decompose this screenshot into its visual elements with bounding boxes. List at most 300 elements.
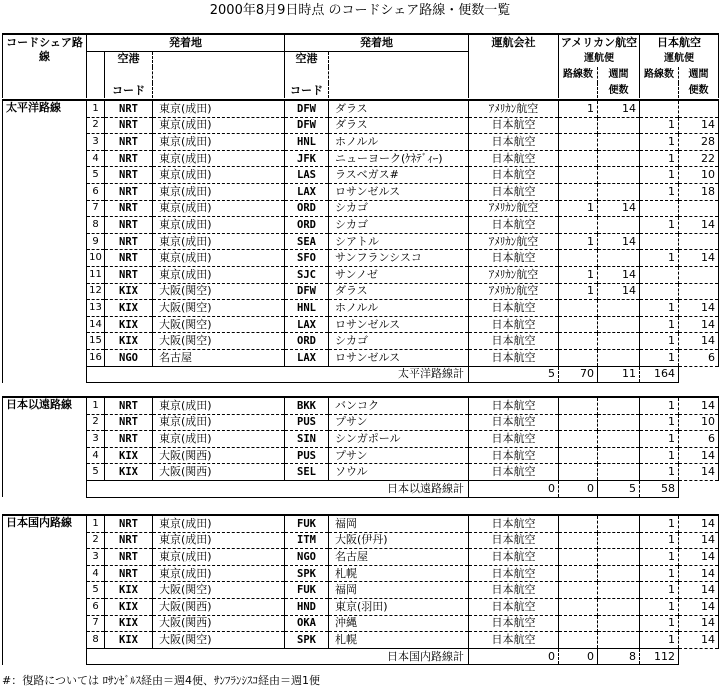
- jl-routes: 1: [640, 117, 679, 134]
- table-row: [3, 565, 719, 582]
- aa-routes: [559, 134, 598, 151]
- origin-city: 東京(成田): [153, 515, 285, 532]
- origin-code: KIX: [105, 283, 153, 300]
- origin-city: 東京(成田): [153, 167, 285, 184]
- total-jl-weekly: 58: [640, 480, 679, 497]
- aa-weekly: [598, 150, 640, 167]
- carrier: 日本航空: [469, 250, 559, 267]
- carrier: 日本航空: [469, 134, 559, 151]
- row-number: 4: [87, 565, 105, 582]
- table-row: [3, 316, 719, 333]
- table-row: [3, 233, 719, 250]
- carrier: 日本航空: [469, 632, 559, 649]
- origin-city: 大阪(関空): [153, 333, 285, 350]
- jl-routes: 1: [640, 167, 679, 184]
- aa-routes: [559, 250, 598, 267]
- origin-code: NRT: [105, 565, 153, 582]
- row-number: 11: [87, 266, 105, 283]
- origin-city: 大阪(関空): [153, 316, 285, 333]
- origin-code: NRT: [105, 134, 153, 151]
- table-row: [3, 431, 719, 448]
- destination-code: LAX: [285, 316, 329, 333]
- aa-routes: [559, 414, 598, 431]
- destination-code: FUK: [285, 515, 329, 532]
- aa-routes: 1: [559, 100, 598, 117]
- aa-weekly: [598, 217, 640, 234]
- aa-weekly: 14: [598, 200, 640, 217]
- aa-routes: [559, 565, 598, 582]
- aa-routes: [559, 515, 598, 532]
- origin-code: NGO: [105, 349, 153, 366]
- table-header: [2, 33, 719, 98]
- origin-code: KIX: [105, 300, 153, 317]
- header-jl-service: 運航便: [640, 51, 719, 67]
- destination-city: バンコク: [329, 397, 469, 414]
- aa-routes: 1: [559, 283, 598, 300]
- aa-routes: [559, 431, 598, 448]
- aa-weekly: [598, 632, 640, 649]
- row-number: 7: [87, 615, 105, 632]
- destination-code: PUS: [285, 447, 329, 464]
- carrier: ｱﾒﾘｶﾝ航空: [469, 266, 559, 283]
- origin-code: NRT: [105, 100, 153, 117]
- jl-routes: 1: [640, 598, 679, 615]
- row-number: 13: [87, 300, 105, 317]
- destination-city: ダラス: [329, 117, 469, 134]
- aa-weekly: [598, 565, 640, 582]
- row-number: 3: [87, 134, 105, 151]
- header-carrier: 運航会社: [469, 34, 559, 98]
- destination-city: サンノゼ: [329, 266, 469, 283]
- header-aa-routes: 路線数: [559, 67, 598, 83]
- aa-weekly: [598, 349, 640, 366]
- jl-routes: 1: [640, 414, 679, 431]
- table-row: [3, 117, 719, 134]
- aa-routes: [559, 447, 598, 464]
- destination-code: BKK: [285, 397, 329, 414]
- destination-city: ダラス: [329, 100, 469, 117]
- destination-city: シカゴ: [329, 333, 469, 350]
- origin-code: NRT: [105, 532, 153, 549]
- destination-code: FUK: [285, 582, 329, 599]
- aa-routes: [559, 117, 598, 134]
- table-row: [3, 598, 719, 615]
- jl-weekly: 14: [679, 300, 719, 317]
- row-number: 8: [87, 217, 105, 234]
- header-jl-weekly2: 便数: [679, 83, 719, 99]
- table-row: [3, 549, 719, 566]
- destination-code: DFW: [285, 117, 329, 134]
- jl-routes: 1: [640, 250, 679, 267]
- origin-code: KIX: [105, 447, 153, 464]
- origin-city: 東京(成田): [153, 250, 285, 267]
- aa-weekly: [598, 464, 640, 481]
- aa-weekly: [598, 117, 640, 134]
- carrier: 日本航空: [469, 167, 559, 184]
- destination-code: ORD: [285, 217, 329, 234]
- jl-weekly: [679, 266, 719, 283]
- destination-code: ORD: [285, 333, 329, 350]
- table-row: [3, 150, 719, 167]
- carrier: 日本航空: [469, 300, 559, 317]
- origin-city: 大阪(関西): [153, 598, 285, 615]
- jl-weekly: 18: [679, 183, 719, 200]
- row-number: 4: [87, 447, 105, 464]
- aa-routes: [559, 300, 598, 317]
- aa-routes: [559, 549, 598, 566]
- aa-weekly: [598, 167, 640, 184]
- total-row: [3, 648, 719, 665]
- carrier: 日本航空: [469, 349, 559, 366]
- table-row: [3, 250, 719, 267]
- table-row: [3, 582, 719, 599]
- destination-code: ORD: [285, 200, 329, 217]
- destination-city: 福岡: [329, 582, 469, 599]
- origin-city: 東京(成田): [153, 549, 285, 566]
- destination-city: ロサンゼルス: [329, 316, 469, 333]
- row-number: 2: [87, 414, 105, 431]
- aa-weekly: [598, 598, 640, 615]
- header-destination: 発着地: [285, 34, 469, 51]
- jl-weekly: [679, 233, 719, 250]
- carrier: 日本航空: [469, 397, 559, 414]
- destination-city: シカゴ: [329, 217, 469, 234]
- row-number: 15: [87, 333, 105, 350]
- jl-weekly: 14: [679, 316, 719, 333]
- carrier: 日本航空: [469, 431, 559, 448]
- total-aa-routes: 5: [469, 366, 559, 383]
- aa-routes: [559, 532, 598, 549]
- table-row: [3, 283, 719, 300]
- aa-weekly: [598, 414, 640, 431]
- jl-routes: 1: [640, 515, 679, 532]
- aa-weekly: [598, 532, 640, 549]
- aa-routes: [559, 183, 598, 200]
- aa-weekly: 14: [598, 266, 640, 283]
- destination-city: 沖縄: [329, 615, 469, 632]
- jl-routes: 1: [640, 134, 679, 151]
- destination-code: SJC: [285, 266, 329, 283]
- jl-weekly: 14: [679, 615, 719, 632]
- origin-code: NRT: [105, 150, 153, 167]
- section-label: 太平洋路線: [3, 100, 87, 383]
- aa-weekly: [598, 316, 640, 333]
- section-domestic: [2, 514, 719, 665]
- aa-routes: 1: [559, 200, 598, 217]
- carrier: 日本航空: [469, 565, 559, 582]
- destination-city: ラスベガス#: [329, 167, 469, 184]
- carrier: 日本航空: [469, 316, 559, 333]
- jl-weekly: 14: [679, 464, 719, 481]
- table-row: [3, 300, 719, 317]
- total-jl-routes: 5: [598, 480, 640, 497]
- carrier: 日本航空: [469, 598, 559, 615]
- jl-routes: 1: [640, 615, 679, 632]
- total-label: 太平洋路線計: [87, 366, 469, 383]
- carrier: 日本航空: [469, 333, 559, 350]
- origin-code: NRT: [105, 431, 153, 448]
- origin-city: 東京(成田): [153, 217, 285, 234]
- destination-city: 名古屋: [329, 549, 469, 566]
- header-dest-blank: [329, 51, 469, 98]
- header-jl-routes: 路線数: [640, 67, 679, 83]
- header-origin-blank: [153, 51, 285, 98]
- jl-routes: 1: [640, 183, 679, 200]
- origin-city: 東京(成田): [153, 183, 285, 200]
- destination-code: DFW: [285, 100, 329, 117]
- destination-city: サンフランシスコ: [329, 250, 469, 267]
- jl-weekly: 28: [679, 134, 719, 151]
- aa-weekly: [598, 549, 640, 566]
- table-row: [3, 532, 719, 549]
- destination-code: NGO: [285, 549, 329, 566]
- jl-weekly: 14: [679, 397, 719, 414]
- jl-routes: 1: [640, 150, 679, 167]
- destination-city: ニューヨーク(ｹﾈﾃﾞｨｰ): [329, 150, 469, 167]
- jl-weekly: 6: [679, 349, 719, 366]
- header-origin-no-cell: [87, 51, 105, 98]
- destination-code: SIN: [285, 431, 329, 448]
- destination-city: ホノルル: [329, 300, 469, 317]
- row-number: 9: [87, 233, 105, 250]
- jl-routes: 1: [640, 316, 679, 333]
- carrier: 日本航空: [469, 447, 559, 464]
- origin-city: 東京(成田): [153, 117, 285, 134]
- origin-city: 名古屋: [153, 349, 285, 366]
- origin-code: KIX: [105, 615, 153, 632]
- aa-weekly: [598, 134, 640, 151]
- table-row: [3, 266, 719, 283]
- header-origin-airport-sp: [105, 67, 153, 83]
- origin-city: 東京(成田): [153, 150, 285, 167]
- destination-city: ロサンゼルス: [329, 183, 469, 200]
- carrier: ｱﾒﾘｶﾝ航空: [469, 200, 559, 217]
- jl-weekly: 14: [679, 632, 719, 649]
- destination-code: LAX: [285, 349, 329, 366]
- header-aa-weekly2: 便数: [598, 83, 640, 99]
- aa-weekly: [598, 333, 640, 350]
- total-aa-routes: 0: [469, 480, 559, 497]
- destination-code: OKA: [285, 615, 329, 632]
- total-label: 日本以遠路線計: [87, 480, 469, 497]
- table-row: [3, 134, 719, 151]
- table-row: [3, 217, 719, 234]
- table-row: [3, 200, 719, 217]
- destination-city: シンガポール: [329, 431, 469, 448]
- total-row: [3, 480, 719, 497]
- origin-city: 大阪(関空): [153, 582, 285, 599]
- jl-weekly: 10: [679, 167, 719, 184]
- destination-city: ロサンゼルス: [329, 349, 469, 366]
- destination-code: JFK: [285, 150, 329, 167]
- origin-code: KIX: [105, 632, 153, 649]
- origin-code: NRT: [105, 397, 153, 414]
- row-number: 6: [87, 183, 105, 200]
- row-number: 14: [87, 316, 105, 333]
- aa-routes: [559, 333, 598, 350]
- aa-weekly: 14: [598, 283, 640, 300]
- row-number: 6: [87, 598, 105, 615]
- jl-routes: 1: [640, 447, 679, 464]
- jl-weekly: 14: [679, 582, 719, 599]
- header-aa: アメリカン航空: [559, 34, 640, 51]
- jl-routes: [640, 200, 679, 217]
- jl-routes: 1: [640, 582, 679, 599]
- origin-city: 大阪(関空): [153, 283, 285, 300]
- row-number: 5: [87, 582, 105, 599]
- origin-code: NRT: [105, 183, 153, 200]
- aa-routes: 1: [559, 266, 598, 283]
- origin-city: 東京(成田): [153, 233, 285, 250]
- destination-code: ITM: [285, 532, 329, 549]
- jl-routes: [640, 266, 679, 283]
- jl-routes: 1: [640, 565, 679, 582]
- total-aa-weekly: 70: [559, 366, 598, 383]
- jl-weekly: 14: [679, 333, 719, 350]
- total-aa-routes: 0: [469, 648, 559, 665]
- carrier: 日本航空: [469, 532, 559, 549]
- origin-city: 東京(成田): [153, 134, 285, 151]
- header-route: コードシェア路線: [3, 34, 87, 98]
- header-jl: 日本航空: [640, 34, 719, 51]
- aa-weekly: [598, 183, 640, 200]
- aa-routes: [559, 598, 598, 615]
- jl-weekly: 14: [679, 549, 719, 566]
- destination-code: SEL: [285, 464, 329, 481]
- origin-code: KIX: [105, 316, 153, 333]
- destination-city: プサン: [329, 447, 469, 464]
- destination-city: ダラス: [329, 283, 469, 300]
- row-number: 2: [87, 532, 105, 549]
- origin-city: 大阪(関西): [153, 615, 285, 632]
- origin-code: KIX: [105, 464, 153, 481]
- aa-routes: [559, 150, 598, 167]
- destination-city: ソウル: [329, 464, 469, 481]
- row-number: 7: [87, 200, 105, 217]
- total-row: [3, 366, 719, 383]
- header-aa-routes-sp: [559, 83, 598, 99]
- jl-weekly: 14: [679, 117, 719, 134]
- destination-code: SFO: [285, 250, 329, 267]
- jl-routes: 1: [640, 532, 679, 549]
- destination-city: 東京(羽田): [329, 598, 469, 615]
- jl-weekly: 14: [679, 532, 719, 549]
- jl-routes: 1: [640, 549, 679, 566]
- destination-city: プサン: [329, 414, 469, 431]
- row-number: 2: [87, 117, 105, 134]
- carrier: 日本航空: [469, 183, 559, 200]
- carrier: ｱﾒﾘｶﾝ航空: [469, 233, 559, 250]
- row-number: 1: [87, 100, 105, 117]
- destination-code: HNL: [285, 134, 329, 151]
- header-aa-weekly1: 週間: [598, 67, 640, 83]
- jl-routes: 1: [640, 349, 679, 366]
- aa-routes: [559, 397, 598, 414]
- aa-routes: [559, 349, 598, 366]
- carrier: 日本航空: [469, 549, 559, 566]
- destination-city: 大阪(伊丹): [329, 532, 469, 549]
- aa-routes: [559, 464, 598, 481]
- jl-weekly: 14: [679, 217, 719, 234]
- table-row: [3, 167, 719, 184]
- destination-city: シアトル: [329, 233, 469, 250]
- table-row: [3, 447, 719, 464]
- row-number: 10: [87, 250, 105, 267]
- origin-city: 大阪(関空): [153, 632, 285, 649]
- destination-city: シカゴ: [329, 200, 469, 217]
- aa-routes: [559, 316, 598, 333]
- origin-code: NRT: [105, 167, 153, 184]
- destination-code: SEA: [285, 233, 329, 250]
- origin-code: KIX: [105, 582, 153, 599]
- destination-code: HND: [285, 598, 329, 615]
- header-dest-airport-sp: [285, 67, 329, 83]
- table-row: [3, 333, 719, 350]
- jl-weekly: [679, 200, 719, 217]
- aa-routes: [559, 632, 598, 649]
- origin-code: NRT: [105, 200, 153, 217]
- row-number: 1: [87, 397, 105, 414]
- carrier: ｱﾒﾘｶﾝ航空: [469, 283, 559, 300]
- header-jl-routes-sp: [640, 83, 679, 99]
- carrier: 日本航空: [469, 615, 559, 632]
- origin-code: KIX: [105, 333, 153, 350]
- jl-weekly: 14: [679, 515, 719, 532]
- aa-weekly: 14: [598, 100, 640, 117]
- jl-routes: 1: [640, 333, 679, 350]
- row-number: 16: [87, 349, 105, 366]
- origin-city: 東京(成田): [153, 414, 285, 431]
- aa-weekly: [598, 615, 640, 632]
- header-dest-code: コード: [285, 83, 329, 99]
- origin-code: NRT: [105, 266, 153, 283]
- table-row: [3, 397, 719, 414]
- carrier: 日本航空: [469, 217, 559, 234]
- carrier: 日本航空: [469, 117, 559, 134]
- origin-city: 東京(成田): [153, 200, 285, 217]
- row-number: 5: [87, 464, 105, 481]
- total-jl-routes: 11: [598, 366, 640, 383]
- jl-weekly: 14: [679, 565, 719, 582]
- row-number: 3: [87, 549, 105, 566]
- total-aa-weekly: 0: [559, 480, 598, 497]
- jl-weekly: [679, 100, 719, 117]
- aa-routes: 1: [559, 233, 598, 250]
- destination-code: DFW: [285, 283, 329, 300]
- aa-routes: [559, 217, 598, 234]
- header-origin-airport: 空港: [105, 51, 153, 67]
- jl-routes: 1: [640, 397, 679, 414]
- row-number: 8: [87, 632, 105, 649]
- table-row: [3, 414, 719, 431]
- origin-city: 東京(成田): [153, 431, 285, 448]
- destination-code: SPK: [285, 632, 329, 649]
- origin-code: NRT: [105, 250, 153, 267]
- row-number: 1: [87, 515, 105, 532]
- table-row: [3, 349, 719, 366]
- aa-routes: [559, 582, 598, 599]
- carrier: ｱﾒﾘｶﾝ航空: [469, 100, 559, 117]
- total-jl-weekly: 164: [640, 366, 679, 383]
- origin-code: NRT: [105, 549, 153, 566]
- origin-city: 東京(成田): [153, 397, 285, 414]
- header-jl-weekly1: 週間: [679, 67, 719, 83]
- aa-weekly: 14: [598, 233, 640, 250]
- jl-routes: 1: [640, 632, 679, 649]
- carrier: 日本航空: [469, 150, 559, 167]
- origin-code: NRT: [105, 414, 153, 431]
- jl-weekly: 22: [679, 150, 719, 167]
